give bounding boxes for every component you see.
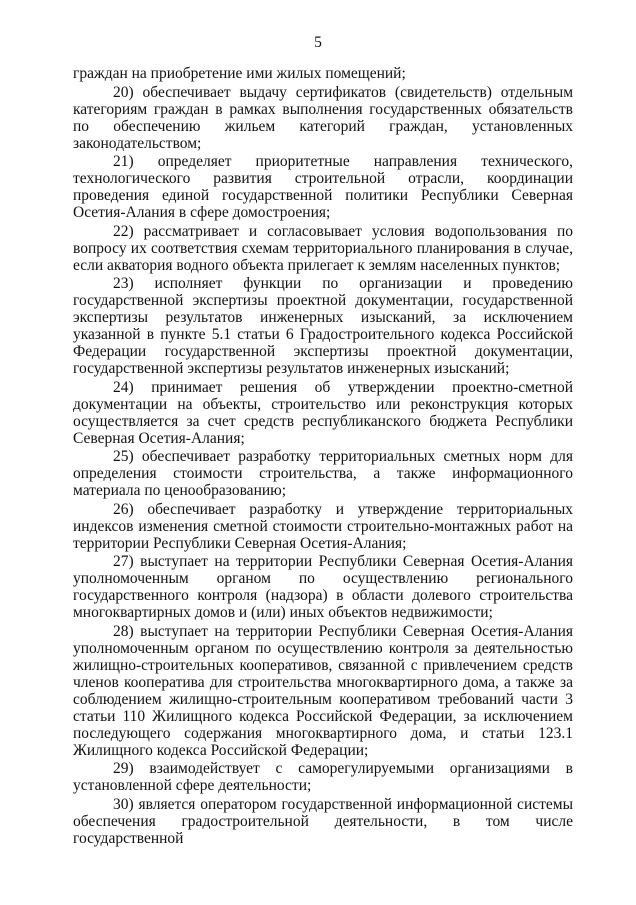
paragraph-item-25: 25) обеспечивает разработку территориальных сметных норм для определения стоимости строительства, а также информационного материала по ценообразованию; [73,448,573,499]
document-body [73,65,573,848]
paragraph-item-22: 22) рассматривает и согласовывает условия водопользования по вопросу их соответствия схемам территориального планирования в случае, если акватория водного объекта прилегает к землям населенных пунктов; [73,222,573,274]
paragraph-item-20: 20) обеспечивает выдачу сертификатов (свидетельств) отдельным категориям граждан в рамках выполнения государственных обязательств по обеспечению жильем категорий граждан, установленных законодательством; [73,83,573,152]
paragraph-item-30: 30) является оператором государственной информационной системы обеспечения градостроительной деятельности, в том числе государственной [73,795,573,847]
paragraph-item-26: 26) обеспечивает разработку и утверждение территориальных индексов изменения сметной стоимости строительно-монтажных работ на территории Республики Северная Осетия-Алания; [73,500,573,552]
paragraph-item-23: 23) исполняет функции по организации и проведению государственной экспертизы проектной документации, государственной экспертизы результатов инженерных изысканий, за исключением указанной в пункте 5.1 статьи 6 Градостроительного кодекса Российской Федерации государственной экспертизы проектной документации, государственной экспертизы результатов инженерных изысканий; [73,275,573,377]
page-number: 5 [314,34,322,51]
paragraph-item-29: 29) взаимодействует с саморегулируемыми организациями в установленной сфере деятельности; [73,760,573,794]
paragraph-item-24: 24) принимает решения об утверждении проектно-сметной документации на объекты, строительство или реконструкция которых осуществляется за счет средств республиканского бюджета Республики Северная Осетия-Алания; [73,378,573,447]
paragraph-item-21: 21) определяет приоритетные направления технического, технологического развития строительной отрасли, координации проведения единой государственной политики Республики Северная Осетия-Алания в сфере домостроения; [73,153,573,221]
paragraph-item-28: 28) выступает на территории Республики Северная Осетия-Алания уполномоченным органом по осуществлению контроля за деятельностью жилищно-строительных кооперативов, связанной с привлечением средств членов кооператива для строительства многоквартирного дома, а также за соблюдением жилищно-строительным кооперативом требований части 3 статьи 110 Жилищного кодекса Российской Федерации, за исключением последующего содержания многоквартирного дома, и статьи 123.1 Жилищного кодекса Российской Федерации; [73,622,573,759]
paragraph-continuation: граждан на приобретение ими жилых помещений; [73,65,406,82]
paragraph-item-27: 27) выступает на территории Республики Северная Осетия-Алания уполномоченным органом по осуществлению регионального государственного контроля (надзора) в области долевого строительства многоквартирных домов и (или) иных объектов недвижимости; [73,553,573,621]
